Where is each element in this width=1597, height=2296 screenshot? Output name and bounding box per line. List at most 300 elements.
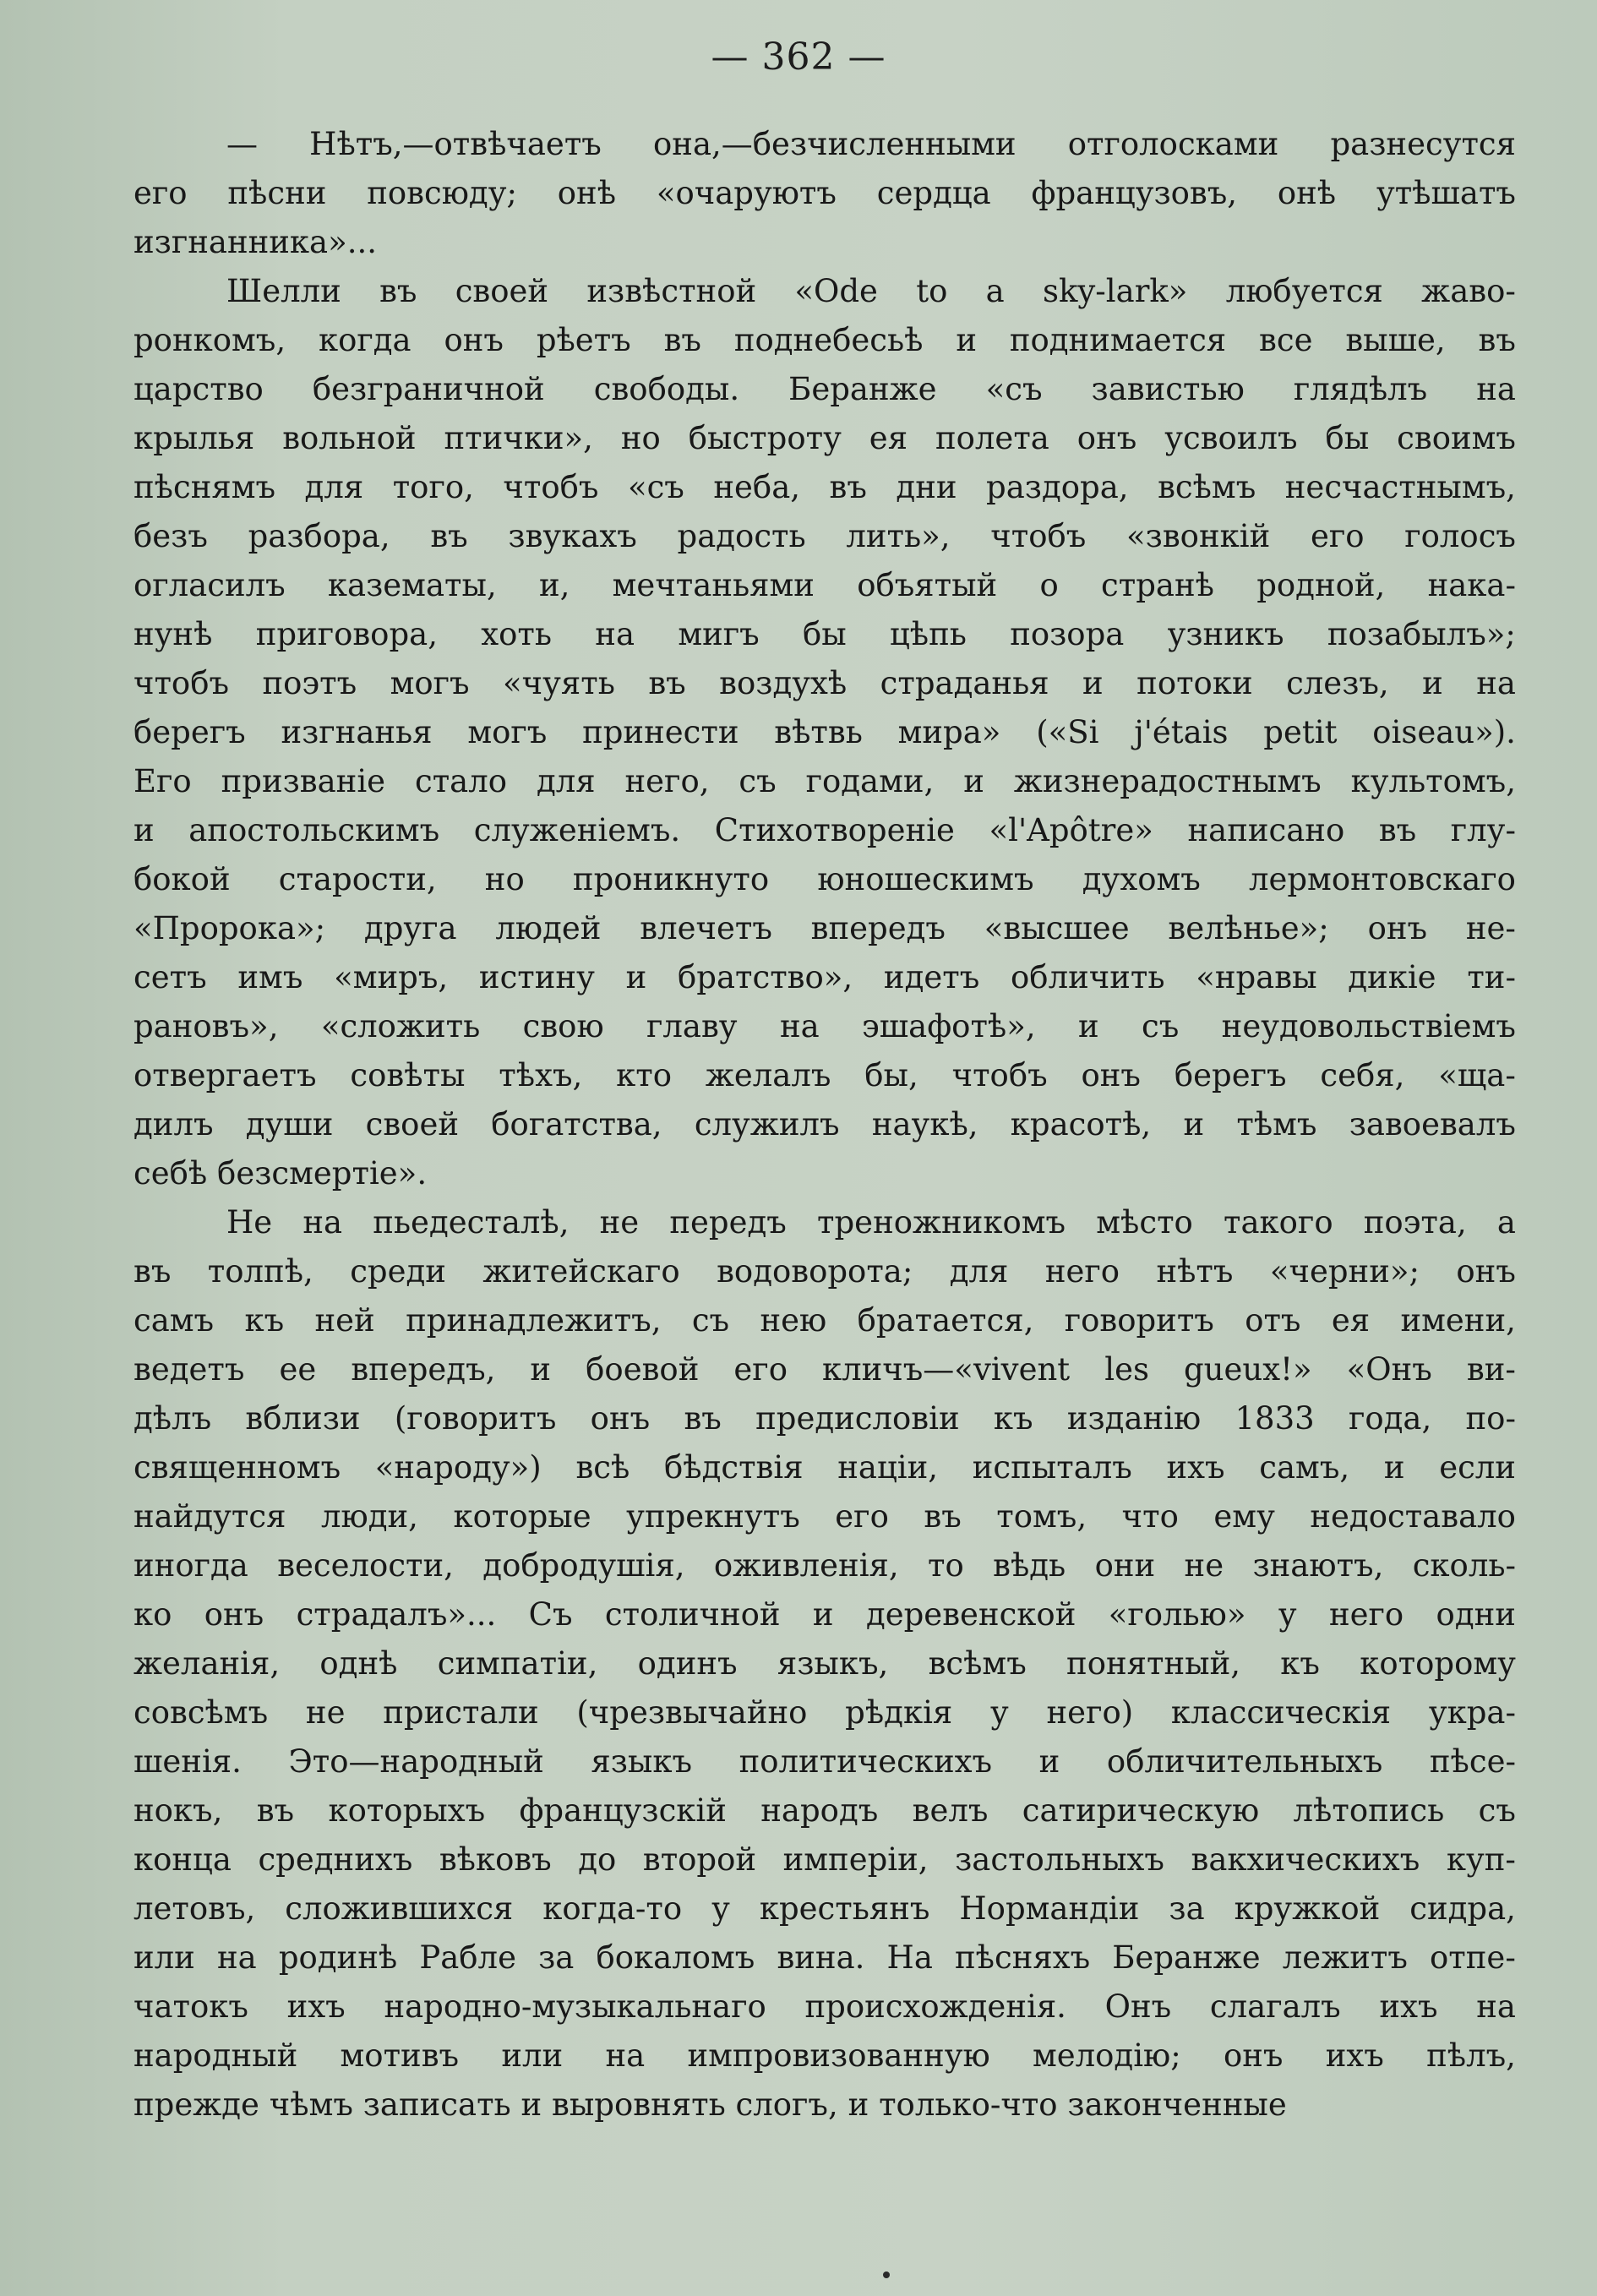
word: пьедесталѣ, (373, 1204, 570, 1241)
word: ней (314, 1302, 375, 1339)
text-line (134, 1982, 1516, 2031)
word: узникъ (1167, 616, 1284, 652)
word: крестьянъ (759, 1890, 930, 1927)
word: вѣковъ (439, 1841, 552, 1878)
text-line (134, 1835, 1516, 1884)
word: души (245, 1106, 334, 1143)
word: или (501, 2037, 564, 2074)
word: Беранже (1112, 1939, 1261, 1976)
word: Нѣтъ,—отвѣчаетъ (309, 126, 602, 162)
word: и, (538, 567, 570, 603)
word: самъ, (1259, 1449, 1350, 1486)
text-line (134, 267, 1516, 316)
word: царство (134, 371, 264, 407)
word: позабылъ»; (1327, 616, 1516, 652)
word: могъ (467, 714, 548, 750)
word: впередъ, (351, 1351, 496, 1388)
word: импровизованную (687, 2037, 990, 2074)
text-line (134, 120, 1516, 169)
word: не (599, 1204, 640, 1241)
word: полета (935, 420, 1049, 456)
word: онъ (1076, 420, 1137, 456)
word: ви- (1466, 1351, 1516, 1388)
word: себя, (1320, 1057, 1405, 1093)
word: пѣсе- (1429, 1743, 1516, 1780)
word: petit (1263, 714, 1338, 750)
word: рановъ», (134, 1008, 279, 1044)
word: дѣлъ (134, 1400, 212, 1437)
word: главу (646, 1008, 738, 1044)
word: къ (244, 1302, 285, 1339)
word: совсѣмъ (134, 1694, 269, 1731)
word: водоворота; (717, 1253, 913, 1290)
text-line (134, 1002, 1516, 1051)
word: разбора, (248, 518, 390, 554)
word: «сложить (320, 1008, 481, 1044)
word: Его (134, 763, 192, 799)
word: мелодію; (1032, 2037, 1181, 2074)
word: къ (993, 1400, 1033, 1437)
word: (чрезвычайно (576, 1694, 808, 1731)
text-line (134, 757, 1516, 806)
word: когда (318, 322, 412, 358)
word: вѣдь (993, 1547, 1066, 1584)
word: языкъ, (777, 1645, 889, 1682)
word: страдалъ»... (296, 1596, 497, 1633)
word: записать (362, 2086, 511, 2123)
text-line (134, 1786, 1516, 1835)
word: что (1121, 1498, 1179, 1535)
word: безграничной (312, 371, 545, 407)
text-line (134, 316, 1516, 365)
word: и (530, 1351, 552, 1388)
word: друга (363, 910, 457, 946)
word: столичной (604, 1596, 781, 1633)
word: тѣхъ, (499, 1057, 583, 1093)
word: неудовольствіемъ (1221, 1008, 1516, 1044)
word: чтобъ (951, 1057, 1048, 1093)
text-line (134, 1247, 1516, 1296)
word: для (536, 763, 596, 799)
word: неба, (713, 469, 801, 505)
text-line (134, 1933, 1516, 1982)
word: веселости, (277, 1547, 454, 1584)
text-line (134, 904, 1516, 953)
word: лѣтопись (1293, 1792, 1445, 1829)
word: написано (1187, 812, 1345, 848)
word: языкъ (591, 1743, 692, 1780)
word: однѣ (319, 1645, 398, 1682)
word: желалъ (705, 1057, 831, 1093)
word: обличить (1011, 959, 1165, 995)
word: апостольскимъ (188, 812, 440, 848)
word: происхожденія. (804, 1988, 1066, 2025)
word: «народу») (374, 1449, 542, 1486)
word: («Si (1036, 714, 1099, 750)
text-line (134, 610, 1516, 659)
word: въ (648, 665, 686, 701)
word: духомъ (1082, 861, 1201, 897)
word: «нравы (1196, 959, 1317, 995)
word: радость (677, 518, 806, 554)
word: треножникомъ (817, 1204, 1066, 1241)
word: позора (1010, 616, 1125, 652)
word: не (305, 1694, 346, 1731)
word: которые (453, 1498, 591, 1535)
word: пѣсни (227, 175, 327, 211)
word: извѣстной (586, 273, 757, 309)
word: съ (739, 763, 777, 799)
word: ихъ (1379, 1988, 1438, 2025)
word: oiseau»). (1372, 714, 1516, 750)
word: классическія (1170, 1694, 1392, 1731)
word: говоритъ (1064, 1302, 1214, 1339)
word: имперіи, (782, 1841, 929, 1878)
word: служилъ (694, 1106, 840, 1143)
text-line (134, 1541, 1516, 1590)
word: gueux!» (1184, 1351, 1312, 1388)
word: которому (1360, 1645, 1516, 1682)
word: цѣпь (889, 616, 967, 652)
word: упрекнутъ (626, 1498, 800, 1535)
word: лежитъ (1282, 1939, 1408, 1976)
word: на (216, 1939, 257, 1976)
word: изгнанья (281, 714, 433, 750)
word: «l'Apôtre» (989, 812, 1153, 848)
word: любуется (1225, 273, 1383, 309)
word: о (1039, 567, 1059, 603)
word: влечетъ (640, 910, 772, 946)
word: страданья (880, 665, 1049, 701)
word: огласилъ (134, 567, 286, 603)
word: бы, (864, 1057, 918, 1093)
word: бы (802, 616, 847, 652)
word: онъ (444, 322, 504, 358)
word: на (595, 616, 635, 652)
word: жизнерадостнымъ (1013, 763, 1322, 799)
text-line (134, 414, 1516, 463)
text-line (134, 708, 1516, 757)
word: нунѣ (134, 616, 213, 652)
word: пристали (383, 1694, 539, 1731)
word: казематы, (327, 567, 497, 603)
word: братается, (857, 1302, 1034, 1339)
word: to (916, 273, 948, 309)
word: за (538, 1939, 575, 1976)
word: ихъ (1325, 2037, 1384, 2074)
word: потоки (1136, 665, 1253, 701)
word: выше, (1345, 322, 1446, 358)
word: нею (760, 1302, 827, 1339)
word: бы (1325, 420, 1370, 456)
word: мѣсто (1096, 1204, 1193, 1241)
word: «ща- (1438, 1057, 1516, 1093)
word: sky-lark» (1042, 273, 1188, 309)
word: богатства, (491, 1106, 662, 1143)
word: на (1476, 1988, 1516, 2025)
word: священномъ (134, 1449, 341, 1486)
word: рѣетъ (536, 322, 631, 358)
word: него) (1046, 1694, 1134, 1731)
word: то (928, 1547, 964, 1584)
word: своей (365, 1106, 460, 1143)
word: дикіе (1348, 959, 1436, 995)
word: сидра, (1409, 1890, 1516, 1927)
word: усвоилъ (1164, 420, 1298, 456)
word: служеніемъ. (473, 812, 681, 848)
word: хоть (481, 616, 553, 652)
word: люди, (321, 1498, 418, 1535)
word: красотѣ, (1010, 1106, 1152, 1143)
text-line (134, 1639, 1516, 1688)
word: онѣ (1277, 175, 1337, 211)
ink-dot (883, 2271, 890, 2278)
word: и (1422, 665, 1443, 701)
word: они (1094, 1547, 1156, 1584)
word: съ (691, 1302, 730, 1339)
word: les (1104, 1351, 1149, 1388)
text-line (134, 1296, 1516, 1345)
word: разнесутся (1330, 126, 1516, 162)
word: знаютъ, (1252, 1547, 1384, 1584)
word: все (1259, 322, 1313, 358)
word: народный (134, 2037, 298, 2074)
word: въ (430, 518, 468, 554)
word: слогъ, (735, 2086, 838, 2123)
word: деревенской (865, 1596, 1076, 1633)
word: принадлежитъ, (406, 1302, 662, 1339)
word: онъ (1224, 2037, 1284, 2074)
word: чтобъ (134, 665, 230, 701)
word: На (886, 1939, 933, 1976)
word: его (134, 175, 188, 211)
text-line (134, 1590, 1516, 1639)
word: для (304, 469, 364, 505)
word: испыталъ (972, 1449, 1132, 1486)
word: и (963, 763, 984, 799)
word: и (1183, 1106, 1205, 1143)
word: «Онъ (1346, 1351, 1432, 1388)
word: и (956, 322, 977, 358)
word: не (1184, 1547, 1224, 1584)
word: родинѣ (278, 1939, 398, 1976)
word: всѣмъ (928, 1645, 1027, 1682)
word: оживленія, (713, 1547, 899, 1584)
word: у (990, 1694, 1009, 1731)
word: «Ode (794, 273, 878, 309)
word: мечтаньями (612, 567, 815, 603)
body-text (134, 120, 1516, 2130)
text-line (134, 365, 1516, 414)
word: изданію (1066, 1400, 1202, 1437)
word: пѣсняхъ (955, 1939, 1091, 1976)
word: безсмертіе». (217, 1155, 428, 1192)
word: и (1078, 1008, 1099, 1044)
word: него, (624, 763, 710, 799)
word: за (1169, 1890, 1205, 1927)
text-line (134, 953, 1516, 1002)
word: — (226, 126, 258, 162)
word: чатокъ (134, 1988, 248, 2025)
word: томъ, (996, 1498, 1087, 1535)
word: обличительныхъ (1106, 1743, 1383, 1780)
word: самъ (134, 1302, 215, 1339)
word: поэта, (1363, 1204, 1467, 1241)
text-line (134, 1051, 1516, 1100)
word: чтобъ (503, 469, 599, 505)
word: и (1383, 1449, 1405, 1486)
word: объятый (857, 567, 998, 603)
text-line (134, 806, 1516, 855)
word: ведетъ (134, 1351, 245, 1388)
word: дни (896, 469, 957, 505)
word: политическихъ (739, 1743, 993, 1780)
word: крылья (134, 420, 255, 456)
word: «звонкій (1126, 518, 1271, 554)
text-line (134, 1737, 1516, 1786)
word: кружкой (1234, 1890, 1381, 1927)
word: застольныхъ (955, 1841, 1164, 1878)
word: юношескимъ (817, 861, 1034, 897)
word: ихъ (286, 1988, 346, 2025)
word: проникнуто (572, 861, 770, 897)
word: пѣлъ, (1426, 2037, 1516, 2074)
word: сатирическую (1022, 1792, 1260, 1829)
word: Онъ (1104, 1988, 1172, 2025)
word: и (625, 959, 647, 995)
word: голосъ (1404, 518, 1516, 554)
word: сколь- (1412, 1547, 1516, 1584)
word: берегъ (134, 714, 246, 750)
word: передъ (669, 1204, 787, 1241)
word: нака- (1427, 567, 1516, 603)
word: вѣтвь (774, 714, 863, 750)
word: и (134, 812, 155, 848)
word: народно-музыкальнаго (384, 1988, 766, 2025)
word: мигъ (678, 616, 760, 652)
word: но (620, 420, 661, 456)
word: желанія, (134, 1645, 281, 1682)
word: мира» (897, 714, 1001, 750)
word: одни (1436, 1596, 1516, 1633)
word: симпатіи, (437, 1645, 598, 1682)
word: «черни»; (1269, 1253, 1420, 1290)
word: націи, (837, 1449, 939, 1486)
word: онъ (590, 1400, 651, 1437)
text-line (134, 1492, 1516, 1541)
word: поэтъ (262, 665, 357, 701)
word: добродушія, (482, 1547, 685, 1584)
word: имени, (1400, 1302, 1516, 1339)
word: только-что (879, 2086, 1058, 2123)
word: на (303, 1204, 343, 1241)
word: и (1038, 1743, 1060, 1780)
word: на (779, 1008, 820, 1044)
word: въ (134, 1253, 172, 1290)
word: онъ (1367, 910, 1428, 946)
word: быстроту (688, 420, 842, 456)
word: совѣты (350, 1057, 466, 1093)
text-line (134, 2081, 1516, 2130)
word: культомъ, (1350, 763, 1516, 799)
word: понятный, (1066, 1645, 1240, 1682)
word: Нормандіи (959, 1890, 1140, 1927)
word: Съ (528, 1596, 573, 1633)
word: j'étais (1134, 714, 1229, 750)
word: на (1476, 371, 1516, 407)
word: кто (616, 1057, 672, 1093)
word: дилъ (134, 1106, 214, 1143)
word: въ (684, 1400, 722, 1437)
word: нѣтъ (1156, 1253, 1234, 1290)
word: съ (1142, 1008, 1180, 1044)
word: въ (1378, 812, 1417, 848)
word: идетъ (883, 959, 980, 995)
word: родной, (1256, 567, 1386, 603)
word: старости, (278, 861, 437, 897)
word: его (835, 1498, 889, 1535)
word: берегъ (1174, 1057, 1287, 1093)
word: «Пророка»; (134, 910, 326, 946)
word: «съ (985, 371, 1043, 407)
word: кличъ—«vivent (822, 1351, 1071, 1388)
word: пѣснямъ (134, 469, 276, 505)
text-line (134, 855, 1516, 904)
text-line (134, 1198, 1516, 1247)
text-line (134, 1688, 1516, 1737)
word: приговора, (255, 616, 438, 652)
word: отъ (1245, 1302, 1301, 1339)
word: прежде (134, 2086, 259, 2123)
word: сердца (876, 175, 991, 211)
word: отвергаетъ (134, 1057, 317, 1093)
word: шенія. (134, 1743, 242, 1780)
word: годами, (805, 763, 935, 799)
word: мотивъ (340, 2037, 460, 2074)
word: и (812, 1596, 834, 1633)
word: такого (1224, 1204, 1333, 1241)
word: она,—безчисленными (653, 126, 1017, 162)
word: истину (478, 959, 595, 995)
word: французскій (519, 1792, 727, 1829)
word: предисловіи (755, 1400, 960, 1437)
word: велъ (912, 1792, 989, 1829)
word: птички», (444, 420, 593, 456)
word: его (1310, 518, 1365, 554)
word: всѣмъ (1158, 469, 1256, 505)
word: вина. (777, 1939, 865, 1976)
word: глу- (1450, 812, 1516, 848)
word: него (1044, 1253, 1120, 1290)
word: (говоритъ (394, 1400, 557, 1437)
word: куп- (1446, 1841, 1516, 1878)
word: онъ (1456, 1253, 1516, 1290)
word: завистью (1091, 371, 1245, 407)
word: ко (134, 1596, 172, 1633)
word: второй (642, 1841, 757, 1878)
word: съ (1478, 1792, 1516, 1829)
word: отголосками (1067, 126, 1279, 162)
word: сетъ (134, 959, 207, 995)
word: на (1476, 665, 1516, 701)
word: него (1328, 1596, 1404, 1633)
word: призваніе (221, 763, 386, 799)
word: въ (256, 1792, 295, 1829)
word: не- (1465, 910, 1516, 946)
word: и (521, 2086, 542, 2123)
word: иногда (134, 1547, 248, 1584)
word: законченные (1067, 2086, 1287, 2123)
